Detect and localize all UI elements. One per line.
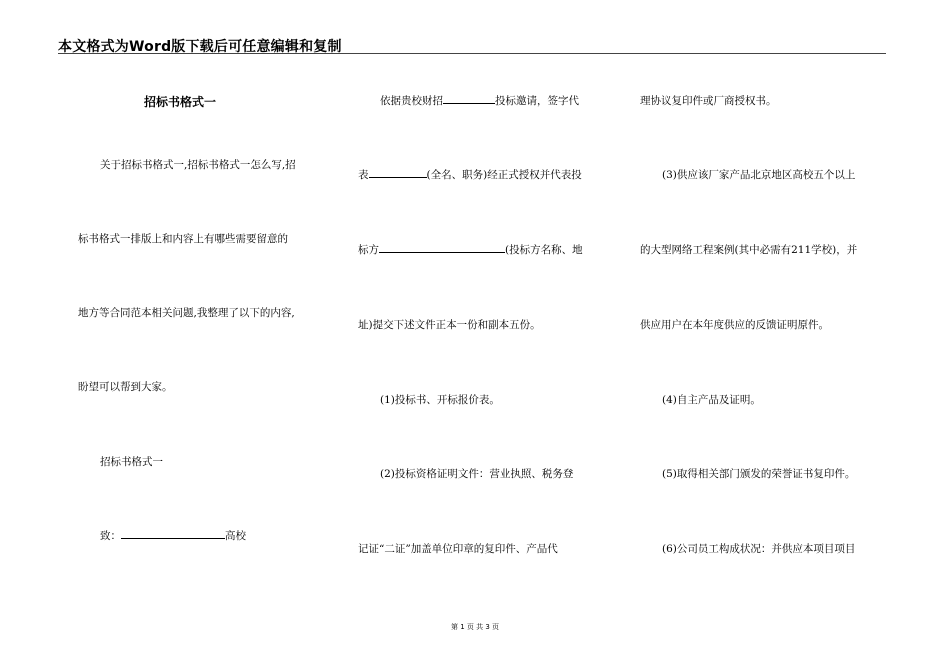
fill-blank: [443, 93, 495, 104]
paragraph-line: 标书格式一排版上和内容上有哪些需要留意的: [78, 233, 288, 245]
document-banner: 本文格式为Word版下载后可任意编辑和复制: [58, 39, 342, 55]
salutation-prefix: 致：: [100, 530, 121, 542]
fill-blank: [121, 528, 225, 539]
list-item: (4)自主产品及证明。: [662, 394, 761, 406]
paragraph-line: 供应用户在本年度供应的反馈证明原件。: [640, 319, 829, 331]
page-number: 第 1 页 共 3 页: [450, 623, 500, 631]
section-heading: 招标书格式一: [100, 456, 163, 468]
list-item: (3)供应该厂家产品北京地区高校五个以上: [662, 169, 856, 181]
paragraph-line: 记证“二证”加盖单位印章的复印件、产品代: [358, 543, 558, 555]
text-run: (投标方名称、地: [505, 244, 583, 256]
paragraph-line: [358, 167, 582, 182]
fill-blank: [369, 167, 427, 178]
text-run: 表: [358, 169, 369, 181]
fill-blank: [379, 242, 505, 253]
text-run: (全名、职务)经正式授权并代表投: [426, 169, 582, 181]
salutation-suffix: 高校: [225, 530, 246, 542]
text-run: 投标邀请，签字代: [495, 95, 579, 107]
paragraph-line: 的大型网络工程案例(其中必需有211学校)，并: [640, 244, 858, 256]
header-divider: [58, 53, 886, 54]
text-run: 标方: [358, 244, 379, 256]
text-run: 依据贵校财招: [380, 95, 443, 107]
list-item: (5)取得相关部门颁发的荣誉证书复印件。: [662, 468, 856, 480]
paragraph-line: [358, 242, 583, 257]
list-item: (6)公司员工构成状况：并供应本项目项目: [662, 543, 856, 555]
paragraph-line: 址)提交下述文件正本一份和副本五份。: [358, 319, 541, 331]
paragraph-line: [380, 93, 579, 108]
paragraph-line: 关于招标书格式一,招标书格式一怎么写,招: [100, 159, 296, 171]
paragraph-line: 理协议复印件或厂商授权书。: [640, 95, 777, 107]
paragraph-line: 盼望可以帮到大家。: [78, 381, 173, 393]
document-title: 招标书格式一: [144, 95, 217, 109]
salutation-line: [100, 528, 246, 543]
list-item: (2)投标资格证明文件：营业执照、税务登: [380, 468, 574, 480]
list-item: (1)投标书、开标报价表。: [380, 394, 500, 406]
paragraph-line: 地方等合同范本相关问题,我整理了以下的内容,: [78, 307, 295, 319]
